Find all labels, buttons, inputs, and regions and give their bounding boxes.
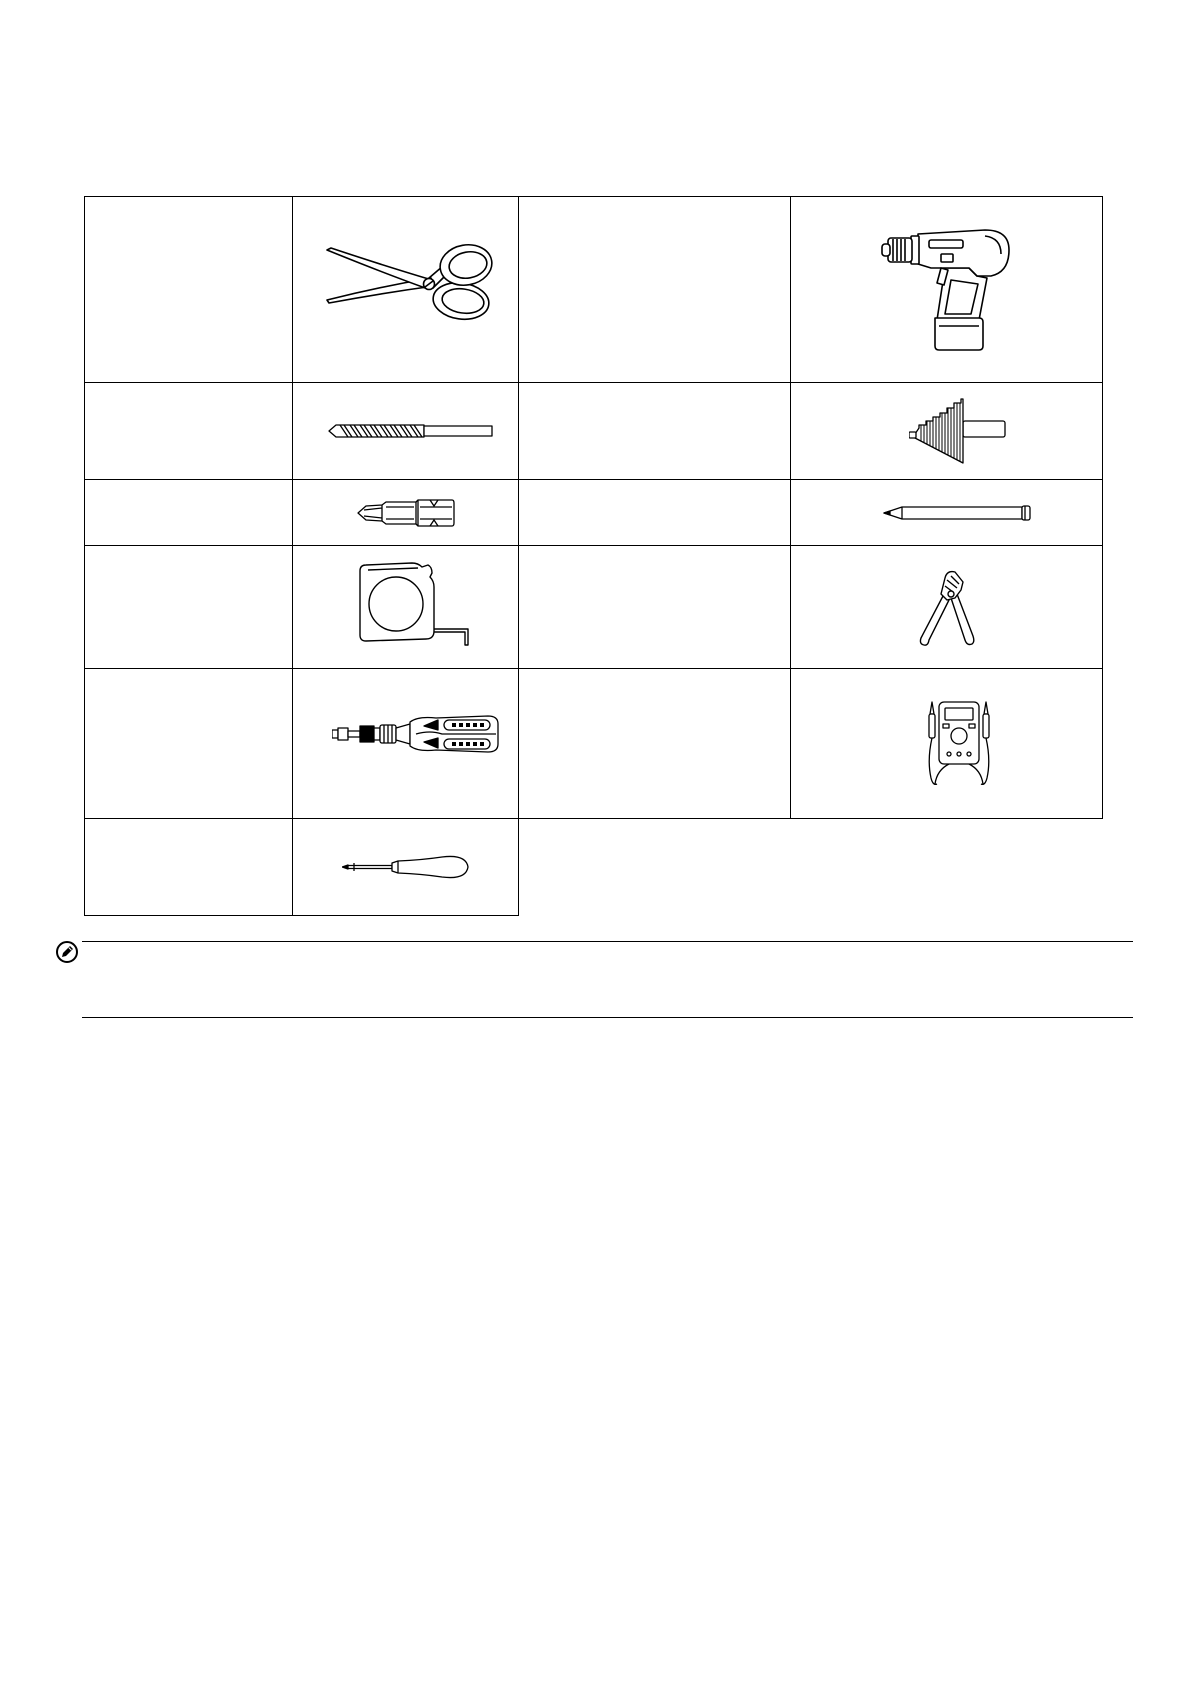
table-row [85, 197, 1103, 383]
tool-icon-cell [791, 480, 1103, 546]
tool-icon-cell [293, 383, 519, 480]
pencil-note-icon [55, 940, 79, 964]
empty-cell [791, 819, 1103, 916]
tool-icon-cell [791, 546, 1103, 669]
tool-name-cell [85, 197, 293, 383]
note-top-rule [82, 941, 1133, 942]
tool-name-cell [519, 669, 791, 819]
tool-icon-cell [791, 197, 1103, 383]
note-bottom-rule [82, 1017, 1133, 1018]
tool-icon-cell [293, 669, 519, 819]
step-drill-bit-icon [909, 397, 1009, 465]
tool-name-cell [85, 383, 293, 480]
tool-name-cell [85, 819, 293, 916]
tool-icon-cell [791, 383, 1103, 480]
marker-pen-icon [882, 504, 1032, 522]
table-row [85, 669, 1103, 819]
tool-name-cell [85, 480, 293, 546]
multimeter-icon [925, 700, 993, 788]
tool-icon-cell [293, 819, 519, 916]
torque-screwdriver-icon [332, 712, 500, 758]
tool-icon-cell [293, 197, 519, 383]
screwdriver-icon [342, 852, 470, 882]
table-row [85, 819, 1103, 916]
scissors-icon [325, 240, 495, 322]
tool-icon-cell [791, 669, 1103, 819]
tool-name-cell [519, 197, 791, 383]
crimping-pliers-icon [917, 568, 977, 646]
tool-name-cell [519, 383, 791, 480]
table-row [85, 383, 1103, 480]
screwdriver-bit-icon [356, 496, 456, 530]
tool-name-cell [85, 546, 293, 669]
empty-cell [519, 819, 791, 916]
tools-table [84, 196, 1103, 916]
tool-name-cell [519, 546, 791, 669]
table-row [85, 480, 1103, 546]
drill-bit-icon [328, 422, 494, 440]
tool-name-cell [85, 669, 293, 819]
table-row [85, 546, 1103, 669]
cordless-drill-icon [881, 228, 1013, 352]
tool-icon-cell [293, 480, 519, 546]
tool-icon-cell [293, 546, 519, 669]
tape-measure-icon [358, 561, 473, 647]
tool-name-cell [519, 480, 791, 546]
